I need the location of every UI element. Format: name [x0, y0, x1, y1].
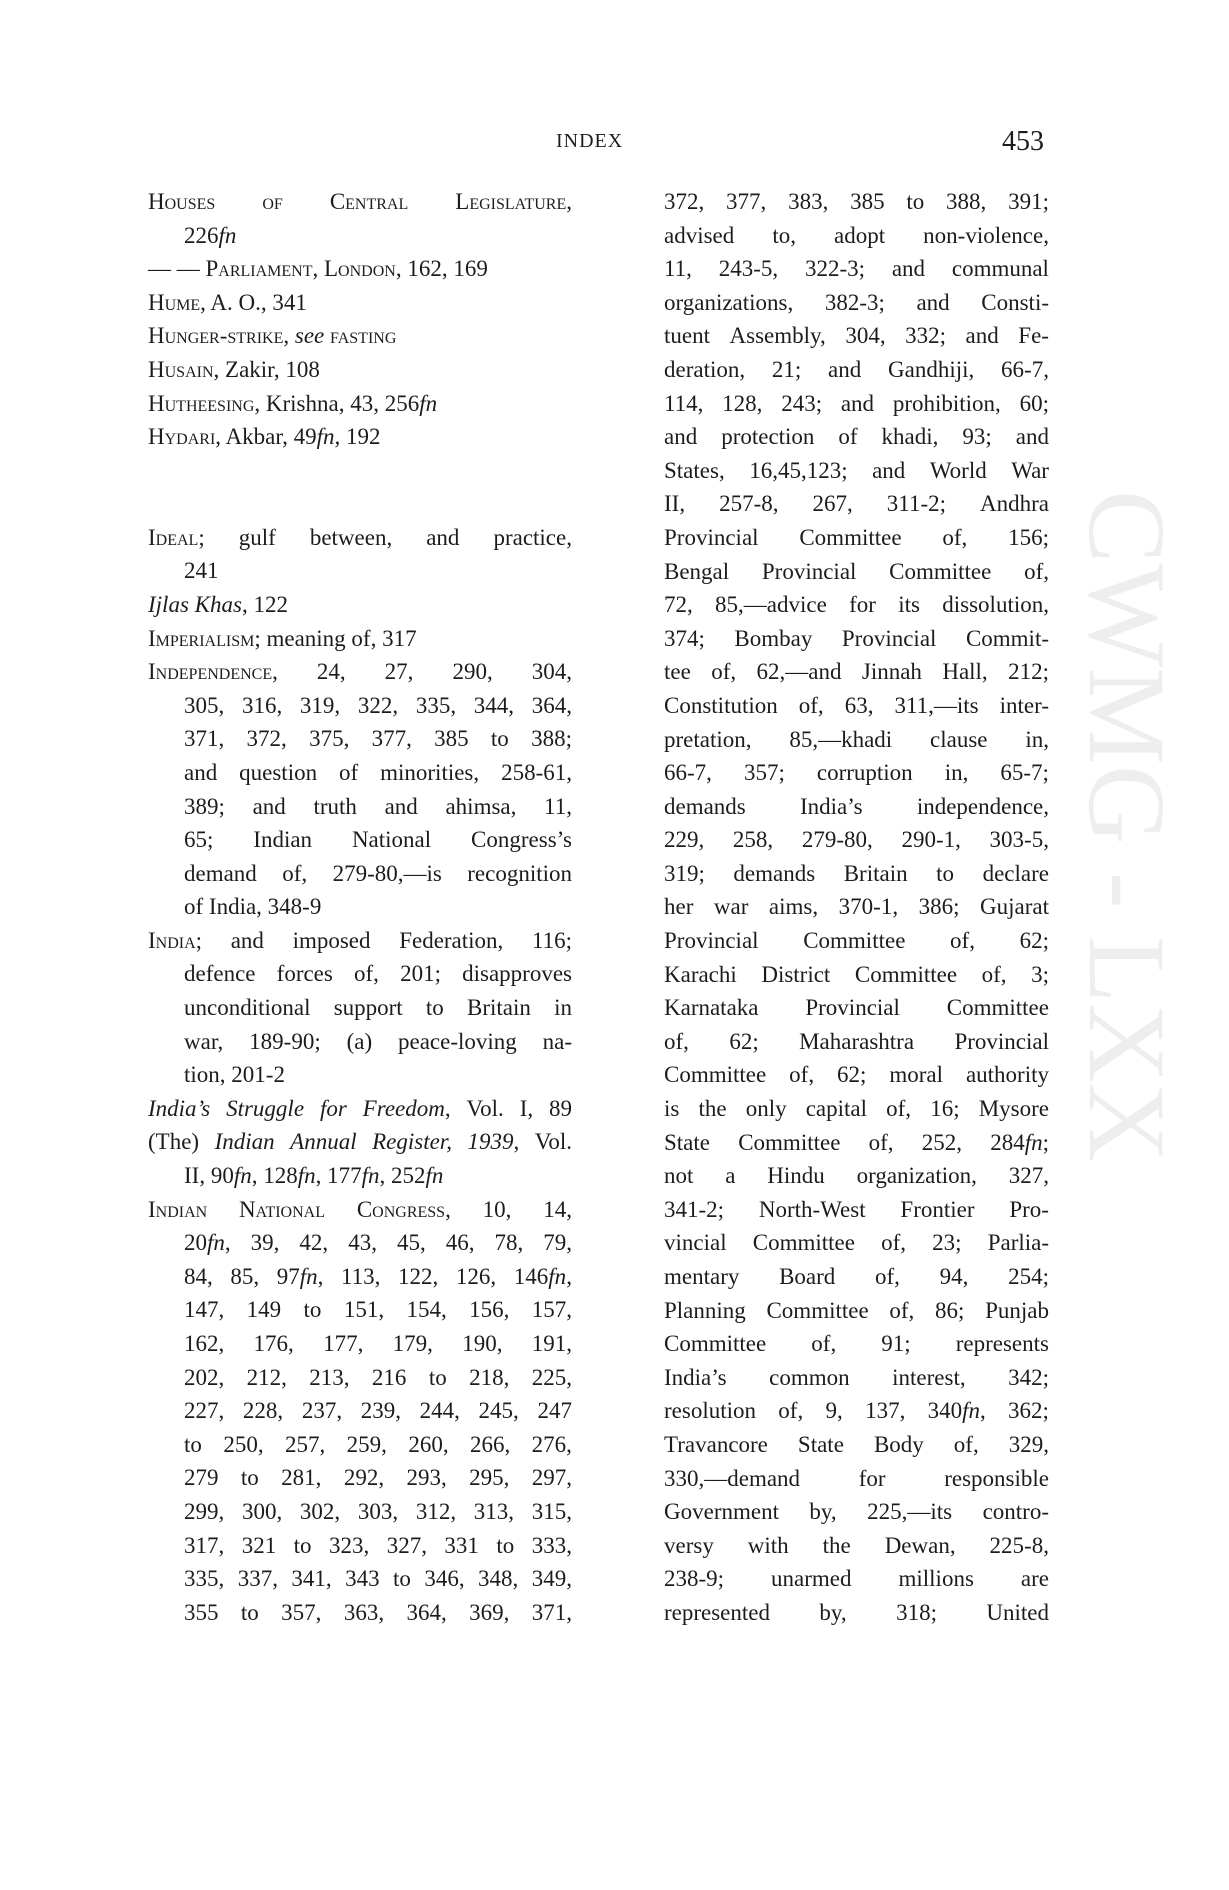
index-entry-continuation: to 250, 257, 259, 260, 266, 276,	[184, 1431, 572, 1457]
index-entry-line: Indian National Congress, 10, 14,	[148, 1196, 572, 1222]
index-entry-line: 374; Bombay Provincial Commit-	[664, 625, 1049, 651]
index-entry-line: Planning Committee of, 86; Punjab	[664, 1297, 1049, 1323]
index-entry-continuation: 317, 321 to 323, 327, 331 to 333,	[184, 1532, 572, 1558]
index-entry-line: of, 62; Maharashtra Provincial	[664, 1028, 1049, 1054]
index-entry-line: Houses of Central Legislature,	[148, 189, 572, 214]
index-entry-continuation: 226fn	[184, 222, 237, 248]
index-entry-line: 341-2; North-West Frontier Pro-	[664, 1196, 1049, 1222]
index-entry-line: her war aims, 370-1, 386; Gujarat	[664, 894, 1049, 920]
index-entry-continuation: tion, 201-2	[184, 1062, 285, 1088]
index-entry-line: 319; demands Britain to declare	[664, 860, 1049, 886]
index-entry-line: India’s Struggle for Freedom, Vol. I, 89	[148, 1095, 572, 1121]
index-entry-line: India’s common interest, 342;	[664, 1364, 1049, 1390]
index-entry-line: tuent Assembly, 304, 332; and Fe-	[664, 323, 1049, 349]
watermark: CWMG - LXX	[1066, 490, 1188, 1163]
index-entry-line: II, 257-8, 267, 311-2; Andhra	[664, 491, 1049, 517]
index-entry-line: 238-9; unarmed millions are	[664, 1566, 1049, 1592]
index-entry-continuation: II, 90fn, 128fn, 177fn, 252fn	[184, 1163, 444, 1189]
index-entry-line: 229, 258, 279-80, 290-1, 303-5,	[664, 827, 1049, 853]
index-entry-line: pretation, 85,—khadi clause in,	[664, 726, 1049, 752]
index-entry-line: organizations, 382-3; and Consti-	[664, 289, 1049, 315]
index-entry-line: Provincial Committee of, 62;	[664, 928, 1049, 954]
index-entry-line: versy with the Dewan, 225-8,	[664, 1532, 1049, 1558]
index-entry-continuation: defence forces of, 201; disapproves	[184, 961, 572, 987]
index-entry-line: 72, 85,—advice for its dissolution,	[664, 592, 1049, 618]
index-entry-line: (The) Indian Annual Register, 1939, Vol.	[148, 1129, 572, 1155]
index-entry-continuation: 241	[184, 558, 219, 584]
index-entry-line: India; and imposed Federation, 116;	[148, 927, 572, 953]
index-entry-line: Karnataka Provincial Committee	[664, 995, 1049, 1021]
index-entry-line: 66-7, 357; corruption in, 65-7;	[664, 760, 1049, 786]
index-entry-line: Committee of, 62; moral authority	[664, 1062, 1049, 1088]
page-number: 453	[1002, 126, 1044, 157]
index-entry-line: Constitution of, 63, 311,—its inter-	[664, 692, 1049, 718]
index-entry-line: 330,—demand for responsible	[664, 1465, 1049, 1491]
index-column-right	[664, 185, 1049, 1630]
index-entry-line: deration, 21; and Gandhiji, 66-7,	[664, 356, 1049, 382]
index-entry-line: demands India’s independence,	[664, 793, 1049, 819]
index-entry-line: Hunger-strike, see fasting	[148, 323, 397, 349]
index-entry-continuation: 305, 316, 319, 322, 335, 344, 364,	[184, 692, 572, 718]
index-entry-continuation: 65; Indian National Congress’s	[184, 827, 572, 853]
index-entry-continuation: and question of minorities, 258-61,	[184, 759, 572, 785]
index-entry-line: Hume, A. O., 341	[148, 289, 307, 315]
index-entry-line: Hydari, Akbar, 49fn, 192	[148, 424, 381, 450]
index-entry-line: 11, 243-5, 322-3; and communal	[664, 256, 1049, 282]
index-entry-line: 114, 128, 243; and prohibition, 60;	[664, 390, 1049, 416]
index-entry-line: Imperialism; meaning of, 317	[148, 625, 417, 651]
index-entry-continuation: 335, 337, 341, 343 to 346, 348, 349,	[184, 1566, 572, 1592]
index-entry-line: Travancore State Body of, 329,	[664, 1431, 1049, 1457]
index-entry-line: 372, 377, 383, 385 to 388, 391;	[664, 189, 1049, 214]
index-entry-line: — — Parliament, London, 162, 169	[148, 256, 488, 282]
index-column-left	[148, 185, 572, 1629]
index-entry-line: is the only capital of, 16; Mysore	[664, 1096, 1049, 1122]
index-entry-line: State Committee of, 252, 284fn;	[664, 1129, 1049, 1155]
index-entry-continuation: of India, 348-9	[184, 894, 322, 920]
section-gap	[148, 454, 572, 521]
index-entry-continuation: unconditional support to Britain in	[184, 995, 572, 1021]
index-entry-continuation: 227, 228, 237, 239, 244, 245, 247	[184, 1398, 572, 1424]
index-entry-line: not a Hindu organization, 327,	[664, 1163, 1049, 1189]
index-entry-line: Committee of, 91; represents	[664, 1331, 1049, 1357]
index-entry-continuation: 202, 212, 213, 216 to 218, 225,	[184, 1364, 572, 1390]
index-entry-continuation: 162, 176, 177, 179, 190, 191,	[184, 1331, 572, 1356]
index-entry-line: Ideal; gulf between, and practice,	[148, 524, 572, 550]
index-entry-line: represented by, 318; United	[664, 1599, 1049, 1625]
index-entry-line: Husain, Zakir, 108	[148, 356, 320, 382]
index-entry-continuation: 389; and truth and ahimsa, 11,	[184, 793, 572, 819]
index-entry-continuation: 20fn, 39, 42, 43, 45, 46, 78, 79,	[184, 1230, 572, 1256]
index-entry-line: advised to, adopt non-violence,	[664, 222, 1049, 248]
index-entry-line: Bengal Provincial Committee of,	[664, 558, 1049, 584]
index-entry-line: Government by, 225,—its contro-	[664, 1499, 1049, 1525]
index-entry-line: Ijlas Khas, 122	[148, 591, 288, 617]
index-entry-line: Independence, 24, 27, 290, 304,	[148, 659, 572, 685]
index-entry-continuation: demand of, 279-80,—is recognition	[184, 860, 572, 886]
index-entry-line: Hutheesing, Krishna, 43, 256fn	[148, 390, 438, 416]
index-entry-line: tee of, 62,—and Jinnah Hall, 212;	[664, 659, 1049, 685]
index-entry-line: resolution of, 9, 137, 340fn, 362;	[664, 1398, 1049, 1424]
index-entry-line: mentary Board of, 94, 254;	[664, 1264, 1049, 1289]
index-entry-continuation: 84, 85, 97fn, 113, 122, 126, 146fn,	[184, 1263, 572, 1289]
index-entry-continuation: 355 to 357, 363, 364, 369, 371,	[184, 1599, 572, 1625]
index-entry-continuation: war, 189-90; (a) peace-loving na-	[184, 1028, 572, 1054]
index-entry-line: Karachi District Committee of, 3;	[664, 961, 1049, 987]
index-entry-continuation: 299, 300, 302, 303, 312, 313, 315,	[184, 1498, 572, 1524]
index-entry-continuation: 279 to 281, 292, 293, 295, 297,	[184, 1465, 572, 1491]
index-entry-continuation: 371, 372, 375, 377, 385 to 388;	[184, 726, 572, 752]
index-entry-line: Provincial Committee of, 156;	[664, 524, 1049, 550]
running-head: INDEX	[556, 130, 624, 152]
index-entry-line: vincial Committee of, 23; Parlia-	[664, 1230, 1049, 1256]
index-entry-line: States, 16,45,123; and World War	[664, 457, 1049, 483]
index-entry-line: and protection of khadi, 93; and	[664, 424, 1049, 450]
index-entry-continuation: 147, 149 to 151, 154, 156, 157,	[184, 1297, 572, 1323]
